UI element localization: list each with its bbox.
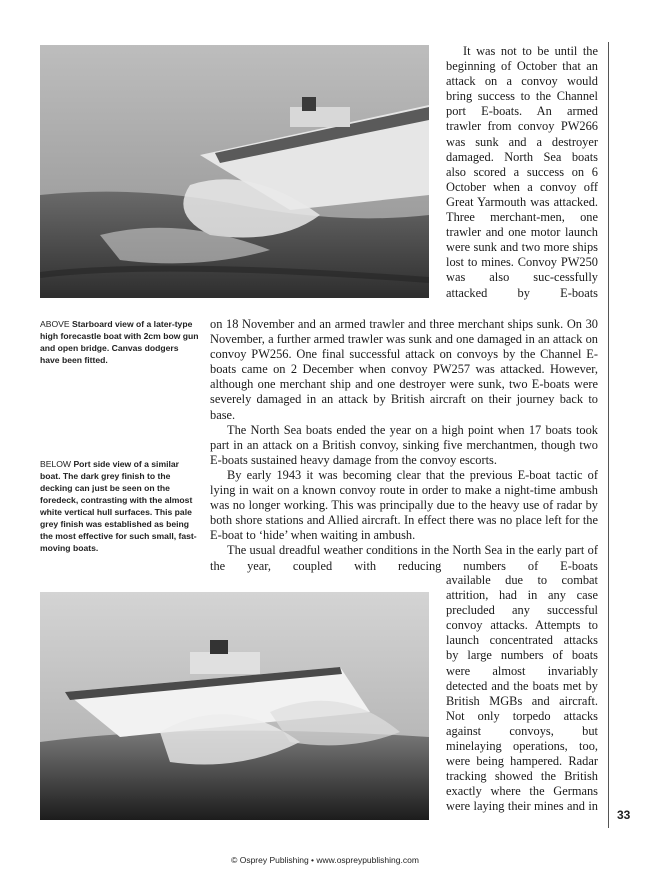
- caption-below-text: Port side view of a similar boat. The dark grey finish to the decking can just be seen on the foredeck, contrasting with the almost white vertical hull surfaces. This pale grey finish was established as being the most effective for such small, fast-moving boats.: [40, 459, 197, 553]
- photo-starboard-view: [40, 45, 429, 298]
- body-paragraph-1-part-2: on 18 November and an armed trawler and three merchant ships sunk. On 30 November, a further armed trawler was sunk and one damaged in an attack on convoy PW256. One final successful attack on convoys by the Channel E-boats came on 2 December when convoy PW257 was attacked. However, although one merchant ship and one destroyer were sunk, two E-boats were severely damaged in an attack by British aircraft on their journey back to base.: [210, 317, 598, 422]
- caption-below: [40, 458, 200, 554]
- body-paragraph-3: By early 1943 it was becoming clear that the previous E-boat tactic of lying in wait on a known convoy route in order to make a night-time ambush was no longer working. This was principally due to the heavy use of radar by both shore stations and Allied aircraft. In effect there was no place left for the E-boat to ‘hide’ when waiting in ambush.: [210, 467, 598, 543]
- caption-below-tag: BELOW: [40, 459, 72, 469]
- margin-rule: [608, 42, 609, 828]
- body-paragraph-4-part-1: The usual dreadful weather conditions in the North Sea in the early part of the year, coupled with reducing numbers of E-boats: [210, 543, 598, 573]
- page-number: 33: [617, 808, 631, 822]
- caption-above-tag: ABOVE: [40, 319, 70, 329]
- body-column-right-bottom: [446, 573, 598, 815]
- body-paragraph-1-part-1: It was not to be until the beginning of October that an attack on a convoy would bring success to the Channel port E-boats. An armed trawler from convoy PW266 was sunk and a destroyer damaged. North Sea boats also scored a success on 6 October when a convoy off Great Yarmouth was attacked. Three merchant-men, one trawler and one motor launch were sunk and two more ships lost to mines. Convoy PW250 was also suc-cessfully attacked by E-boats: [446, 44, 598, 300]
- body-column-right-top: [446, 44, 598, 301]
- footer-credit: © Osprey Publishing • www.ospreypublishing.com: [231, 855, 419, 865]
- body-column-wide: [210, 317, 598, 574]
- photo-port-side-view: [40, 592, 429, 820]
- body-paragraph-4-part-2: available due to combat attrition, had in any case precluded any successful convoy attacks. Attempts to launch concentrated attacks by large numbers of boats were almost invariably detected and the boats met by British MGBs and aircraft. Not only torpedo attacks against convoys, but minelaying operations, too, were being hampered. Radar tracking showed the British exactly where the Germans were laying their mines and in: [446, 573, 598, 814]
- caption-above-text: Starboard view of a later-type high forecastle boat with 2cm bow gun and open bridge. Canvas dodgers have been fitted.: [40, 319, 199, 365]
- caption-above: [40, 318, 200, 366]
- body-paragraph-2: The North Sea boats ended the year on a high point when 17 boats took part in an attack on a British convoy, sinking five merchantmen, though two E-boats sustained heavy damage from the convoy escorts.: [210, 422, 598, 467]
